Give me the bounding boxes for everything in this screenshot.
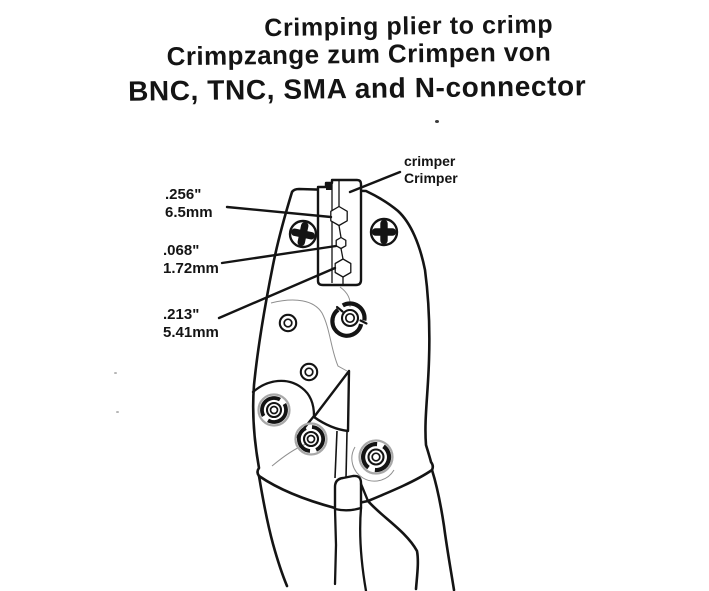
cam-nut-left [259,395,290,426]
handle-left-outer-edge [259,476,287,586]
link-shaft-right [360,508,366,591]
crimper-label-german: Crimper [404,170,458,186]
bar-notch [326,184,332,191]
washer-lower [301,364,317,380]
die-small-metric: 1.72mm [163,260,219,277]
scan-speck [116,411,119,413]
callout-die-small [163,242,219,278]
die-medium-inches: .213" [163,306,200,323]
phillips-screw-right [371,219,397,245]
scan-speck [435,120,439,123]
scan-speck [114,372,117,374]
cam-nut-right [360,441,393,474]
toggle-link [335,476,361,510]
hex-die-large [331,207,347,226]
crimper-bar [318,180,361,285]
die-small-inches: .068" [163,242,200,259]
title-line-german: Crimpzange zum Crimpen von [166,36,552,72]
callout-crimper [404,153,458,187]
washer-upper [280,315,296,331]
callout-die-medium [163,306,219,342]
title-line-english: Crimping plier to crimp [264,10,554,43]
slot-right-edge [346,432,347,478]
phillips-screw-left [290,221,316,247]
crimper-label-english: crimper [404,153,456,169]
handle-right-outer-edge [432,470,454,590]
handle-right-inner-edge [368,501,418,589]
hex-die-small [336,238,346,249]
link-shaft-left [335,509,336,584]
die-large-metric: 6.5mm [165,204,213,221]
die-large-inches: .256" [165,186,202,203]
die-medium-metric: 5.41mm [163,324,219,341]
title-line-connectors: BNC, TNC, SMA and N-connector [127,70,587,107]
hex-die-medium [335,259,351,277]
callout-die-large [165,186,213,222]
